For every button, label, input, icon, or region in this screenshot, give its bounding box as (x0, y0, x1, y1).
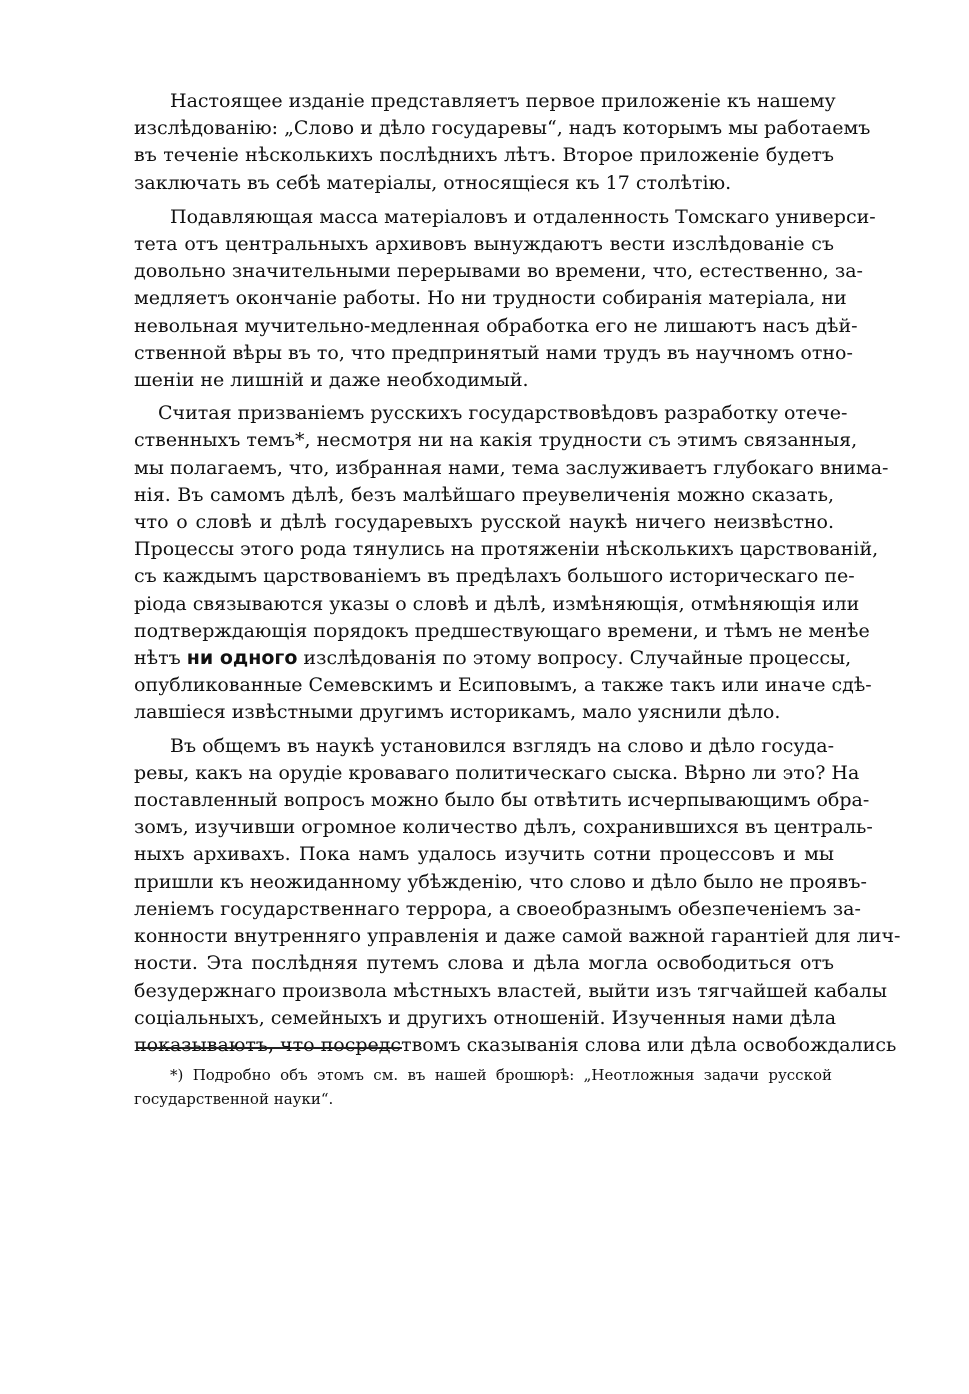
text-line: что о словѣ и дѣлѣ государевыхъ русской наукѣ ничего неизвѣстно. (134, 511, 834, 534)
footnote-divider (136, 1047, 402, 1049)
paragraph-3 (134, 400, 889, 726)
text-line: Процессы этого рода тянулись на протяженіи нѣсколькихъ царствованій, (134, 538, 879, 561)
text-line: Настоящее изданіе представляетъ первое приложеніе къ нашему (170, 90, 836, 112)
paragraph-1 (134, 88, 871, 197)
text-line: ревы, какъ на орудіе кроваваго политическаго сыска. Вѣрно ли это? На (134, 761, 860, 784)
paragraph-2 (134, 204, 876, 394)
text-line: съ каждымъ царствованіемъ въ предѣлахъ большого историческаго пе- (134, 565, 855, 588)
footnote-line: *) Подробно объ этомъ см. въ нашей брошюрѣ: „Неотложныя задачи русской (170, 1066, 832, 1084)
text-line: лавшіеся извѣстными другимъ историкамъ, мало уяснили дѣло. (134, 701, 781, 724)
text-line: леніемъ государственнаго террора, а своеобразнымъ обезпеченіемъ за- (134, 897, 861, 920)
text-line: мы полагаемъ, что, избранная нами, тема заслуживаетъ глубокаго внима- (134, 456, 889, 479)
text-line: Считая призваніемъ русскихъ государствовѣдовъ разработку отече- (158, 402, 848, 425)
text-line: шеніи не лишній и даже необходимый. (134, 369, 529, 392)
footnote (134, 1063, 832, 1111)
text-line: изслѣдованію: „Слово и дѣло государевы“, надъ которымъ мы работаемъ (134, 117, 871, 140)
text-line: пришли къ неожиданному убѣжденію, что слово и дѣло было не проявъ- (134, 870, 867, 893)
text-line: заключать въ себѣ матеріалы, относящіеся къ 17 столѣтію. (134, 171, 732, 194)
footnote-line: государственной науки“. (134, 1090, 334, 1108)
text-line: ныхъ архивахъ. Пока намъ удалось изучить сотни процессовъ и мы (134, 843, 834, 866)
text-line-with-emphasis: нѣтъ ни одного изслѣдованія по этому вопросу. Случайные процессы, (134, 647, 852, 670)
emphasis-text: ни одного (186, 647, 298, 670)
text-line: ріода связываются указы о словѣ и дѣлѣ, измѣняющія, отмѣняющія или (134, 592, 860, 615)
text-line: довольно значительными перерывами во времени, что, естественно, за- (134, 260, 863, 283)
text-line: безудержнаго произвола мѣстныхъ властей, выйти изъ тягчайшей кабалы (134, 979, 887, 1002)
text-line: подтверждающія порядокъ предшествующаго времени, и тѣмъ не менѣе (134, 619, 870, 642)
body-text (134, 88, 901, 1059)
paragraph-4 (134, 733, 901, 1059)
text-line: зомъ, изучивши огромное количество дѣлъ, сохранившихся въ централь- (134, 816, 873, 839)
text-line: ственныхъ темъ*, несмотря ни на какія трудности съ этимъ связанныя, (134, 429, 858, 452)
text-line: показываютъ, что посредствомъ сказыванія слова или дѣла освобождались (134, 1033, 897, 1056)
text-line: ственной вѣры въ то, что предпринятый нами трудъ въ научномъ отно- (134, 341, 853, 364)
text-line: опубликованные Семевскимъ и Есиповымъ, а также такъ или иначе сдѣ- (134, 674, 872, 697)
text-line: медляетъ окончаніе работы. Но ни трудности собиранія матеріала, ни (134, 287, 847, 310)
text-line: соціальныхъ, семейныхъ и другихъ отношеній. Изученныя нами дѣла (134, 1006, 837, 1029)
text-line: ности. Эта послѣдняя путемъ слова и дѣла могла освободиться отъ (134, 952, 834, 975)
text-line: невольная мучительно-медленная обработка его не лишаютъ насъ дѣй- (134, 314, 858, 337)
text-line: поставленный вопросъ можно было бы отвѣтить исчерпывающимъ обра- (134, 789, 870, 812)
text-line: въ теченіе нѣсколькихъ послѣднихъ лѣтъ. Второе приложеніе будетъ (134, 144, 834, 167)
text-line: конности внутренняго управленія и даже самой важной гарантіей для лич- (134, 925, 901, 948)
text-line: нія. Въ самомъ дѣлѣ, безъ малѣйшаго преувеличенія можно сказать, (134, 483, 834, 506)
text-line: тета отъ центральныхъ архивовъ вынуждаютъ вести изслѣдованіе съ (134, 233, 834, 256)
text-line: Подавляющая масса матеріаловъ и отдаленность Томскаго универси- (170, 205, 876, 228)
text-line: Въ общемъ въ наукѣ установился взглядъ на слово и дѣло госуда- (170, 734, 834, 757)
